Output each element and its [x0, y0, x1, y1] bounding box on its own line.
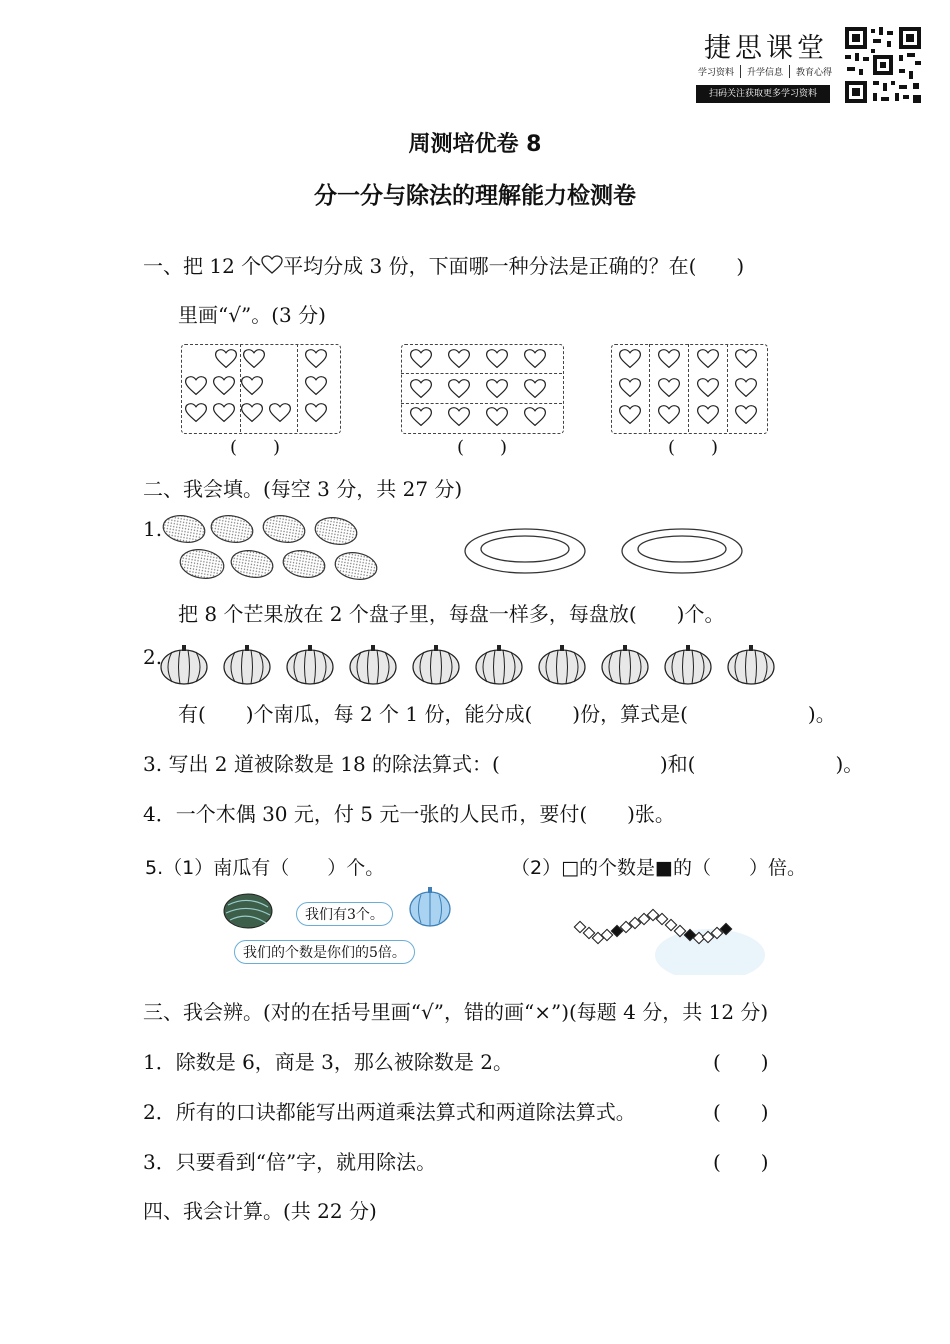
heart-icon: [186, 404, 207, 422]
s2-q5-part1: 5.（1）南瓜有（ ）个。: [145, 857, 385, 879]
plate-icon: [465, 529, 585, 573]
heart-icon: [659, 350, 680, 368]
s2-heading: 二、我会填。(每空 3 分，共 27 分): [143, 477, 463, 501]
brand-tag: 教育心得: [796, 68, 833, 78]
heart-icon: [242, 377, 263, 395]
option-answer-paren[interactable]: ( ): [457, 437, 508, 458]
s1-text-a: 一、把 12 个: [143, 254, 262, 278]
s3-item: 2．所有的口诀都能写出两道乘法算式和两道除法算式。: [143, 1100, 636, 1124]
option-answer-paren[interactable]: ( ): [230, 437, 281, 458]
mango-icon: [313, 515, 359, 548]
hollow-square-icon: [665, 919, 676, 930]
heart-icon: [270, 404, 291, 422]
heart-icon: [736, 406, 757, 424]
heart-icon: [306, 350, 327, 368]
heart-icon: [216, 350, 237, 368]
heart-icon: [487, 408, 508, 426]
mangoes-illustration: [160, 512, 400, 584]
brand-logo-text: 捷思课堂: [704, 33, 828, 64]
mango-icon: [209, 513, 255, 546]
pumpkins-illustration: [158, 643, 778, 687]
heart-icon: [736, 350, 757, 368]
scan-banner: 扫码关注获取更多学习资料: [696, 85, 830, 103]
heart-icon: [487, 350, 508, 368]
heart-icon: [659, 406, 680, 424]
pumpkin-icon: [602, 645, 648, 684]
speech-bubble-1: 我们有3个。: [296, 902, 393, 926]
heart-icon: [525, 408, 546, 426]
plate-icon: [622, 529, 742, 573]
s1-text-b: 平均分成 3 份，下面哪一种分法是正确的？在( ): [283, 254, 745, 278]
s2-q3-text: 3. 写出 2 道被除数是 18 的除法算式：( )和( )。: [143, 752, 864, 776]
heart-icon: [736, 379, 757, 397]
brand-tag: 学习资料: [698, 65, 741, 78]
s4-heading: 四、我会计算。(共 22 分): [143, 1199, 377, 1223]
pumpkin-icon: [161, 645, 207, 684]
heart-icon: [698, 406, 719, 424]
heart-icon: [214, 404, 235, 422]
heart-icon: [306, 404, 327, 422]
option-answer-paren[interactable]: ( ): [668, 437, 719, 458]
heart-icon: [411, 350, 432, 368]
mango-icon: [178, 546, 226, 581]
heart-icon: [244, 350, 265, 368]
mango-icon: [161, 513, 207, 546]
heart-icon: [698, 379, 719, 397]
pumpkin-icon: [287, 645, 333, 684]
pumpkin-icon: [476, 645, 522, 684]
heart-icon: [620, 350, 641, 368]
s2-q2-text: 有( )个南瓜，每 2 个 1 份，能分成( )份，算式是( )。: [178, 702, 836, 726]
pumpkin-icon: [413, 645, 459, 684]
s2-q2-number: 2.: [143, 645, 163, 669]
heart-icon: [449, 408, 470, 426]
s1-question-line2: 里画“√”。(3 分): [178, 303, 326, 327]
page-subtitle: 分一分与除法的理解能力检测卷: [314, 183, 636, 209]
mango-icon: [333, 550, 379, 583]
heart-icon: [487, 380, 508, 398]
s2-q1-text: 把 8 个芒果放在 2 个盘子里，每盘一样多，每盘放( )个。: [178, 602, 725, 626]
heart-icon: [659, 379, 680, 397]
pumpkin-icon: [350, 645, 396, 684]
squares-chain-illustration: [570, 905, 770, 975]
s3-heading: 三、我会辨。(对的在括号里画“√”，错的画“×”)(每题 4 分，共 12 分): [143, 1000, 769, 1024]
heart-icon: [449, 380, 470, 398]
brand-tag: 升学信息: [747, 65, 790, 78]
s3-answer-paren[interactable]: ( ): [713, 1150, 769, 1174]
heart-icon: [525, 350, 546, 368]
mango-icon: [281, 548, 327, 581]
heart-icon: [620, 379, 641, 397]
s2-q4-text: 4．一个木偶 30 元，付 5 元一张的人民币，要付( )张。: [143, 802, 675, 826]
s3-item: 1．除数是 6，商是 3，那么被除数是 2。: [143, 1050, 513, 1074]
pumpkin-icon: [728, 645, 774, 684]
s2-q5-part2: （2）□的个数是■的（ ）倍。: [511, 857, 806, 879]
heart-icon: [411, 380, 432, 398]
heart-icon: [186, 377, 207, 395]
pumpkin-icon: [224, 645, 270, 684]
heart-icon: [449, 350, 470, 368]
hollow-square-icon: [574, 921, 585, 932]
pumpkin-icon: [410, 887, 450, 926]
speech-bubble-2: 我们的个数是你们的5倍。: [234, 940, 415, 964]
page-title: 周测培优卷 8: [408, 132, 542, 157]
mango-icon: [261, 513, 307, 546]
heart-icon: [698, 350, 719, 368]
heart-icon: [411, 408, 432, 426]
pumpkin-icon: [539, 645, 585, 684]
plates-illustration: [460, 525, 770, 577]
s3-answer-paren[interactable]: ( ): [713, 1050, 769, 1074]
heart-icon: [242, 404, 263, 422]
heart-icon: [306, 377, 327, 395]
mango-icon: [229, 548, 275, 581]
s3-item: 3．只要看到“倍”字，就用除法。: [143, 1150, 437, 1174]
hearts-layer: [0, 0, 950, 460]
s2-q1-number: 1.: [143, 517, 163, 541]
heart-icon: [214, 377, 235, 395]
pumpkin-icon: [665, 645, 711, 684]
s3-answer-paren[interactable]: ( ): [713, 1100, 769, 1124]
heart-icon: [525, 380, 546, 398]
heart-icon: [620, 406, 641, 424]
